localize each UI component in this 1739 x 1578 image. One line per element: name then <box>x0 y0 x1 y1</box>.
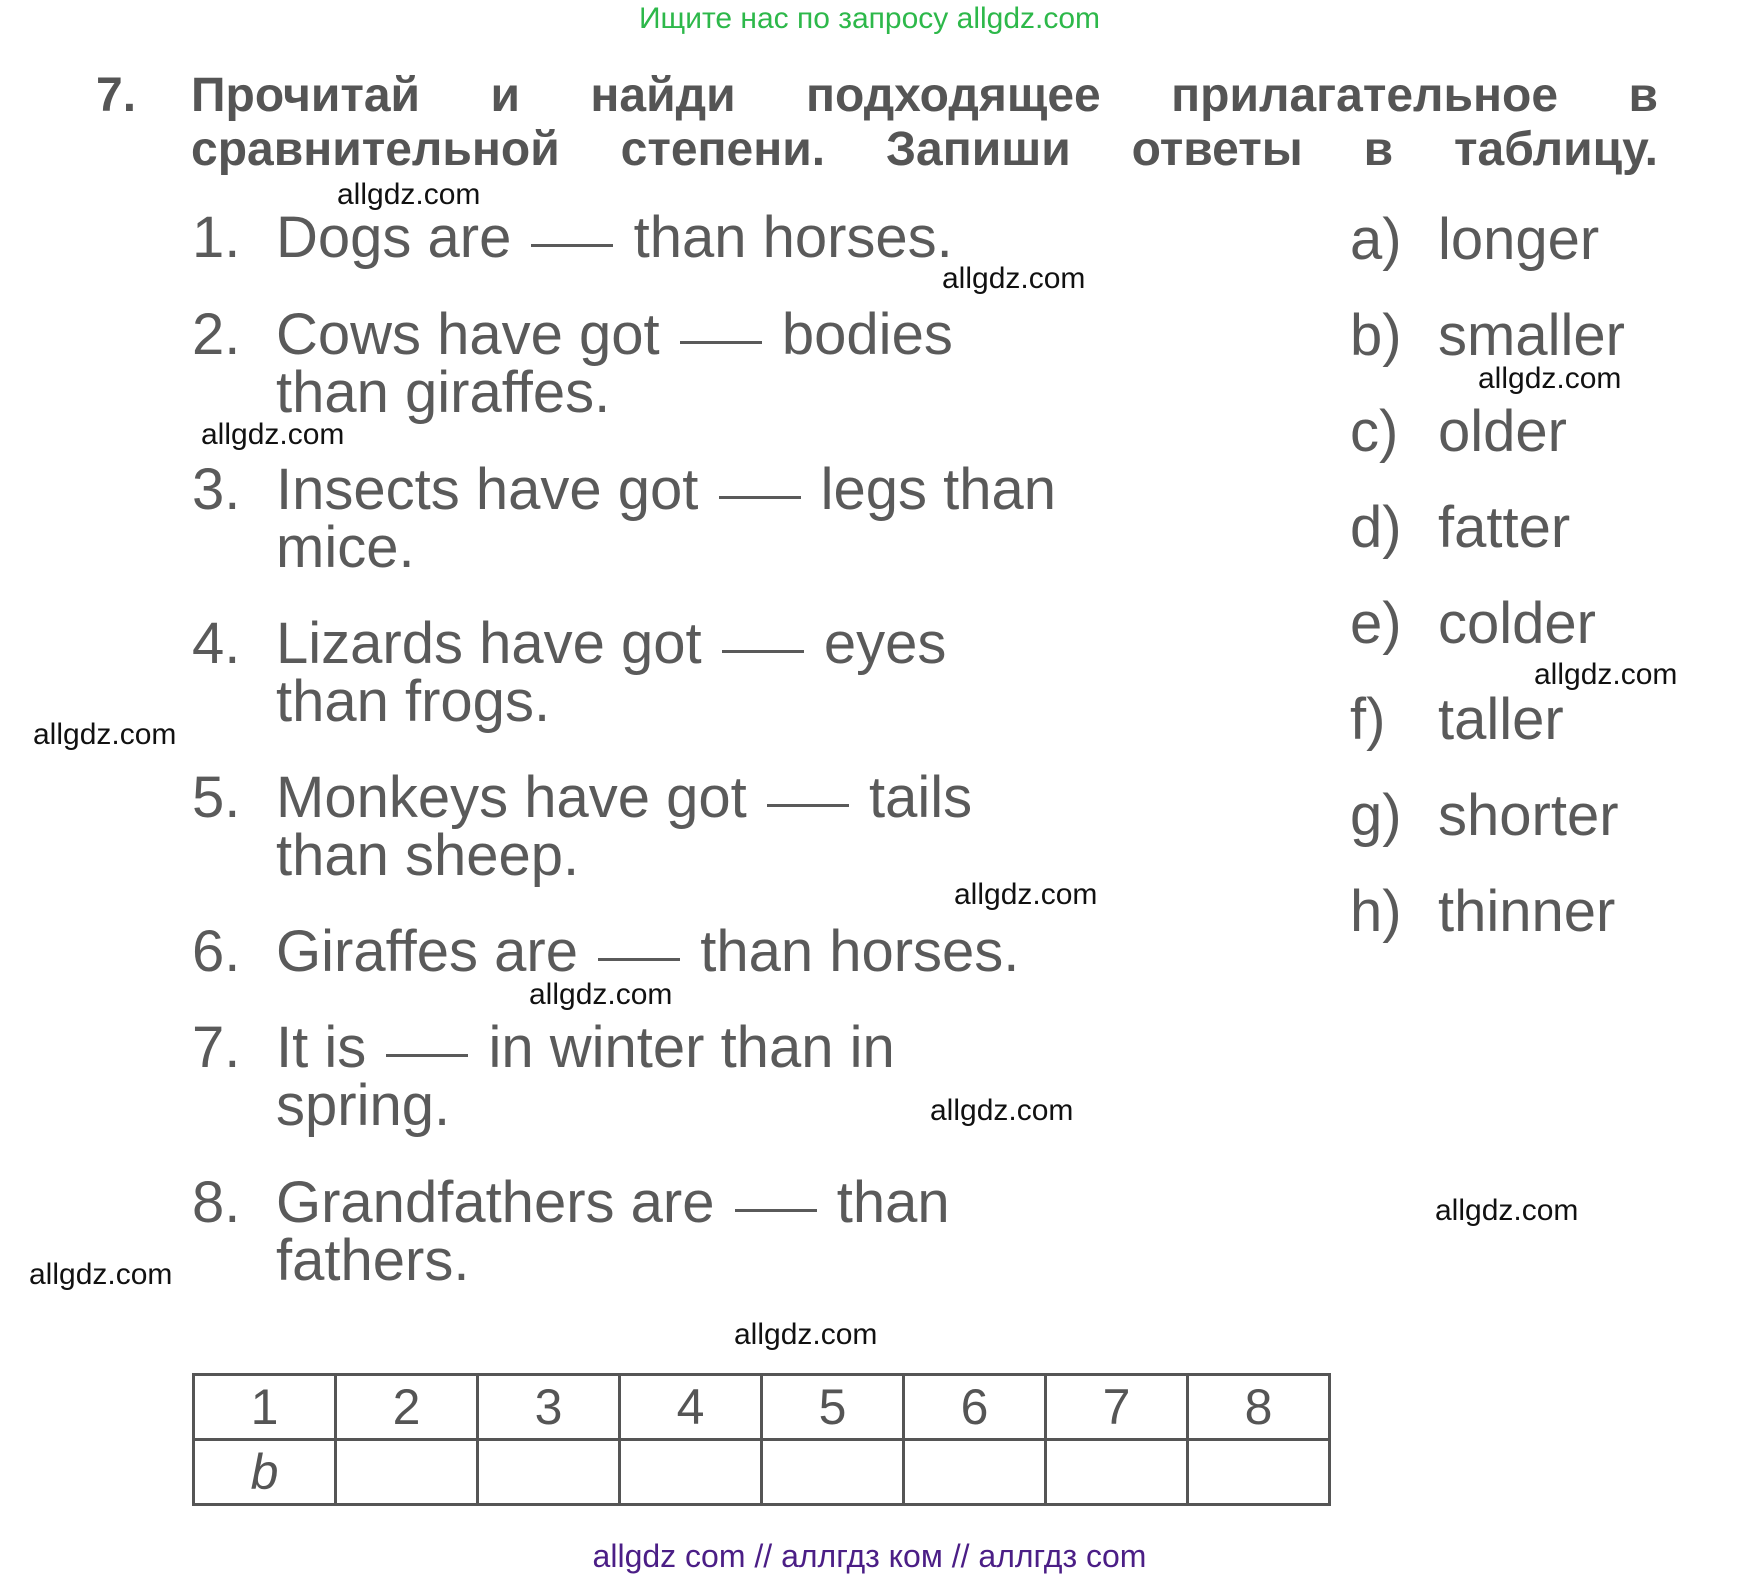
option-a <box>1350 206 1599 273</box>
option-letter: b) <box>1350 303 1402 368</box>
question-text: Grandfathers are than <box>276 1170 950 1235</box>
answer-table-header-cell: 8 <box>1188 1375 1330 1440</box>
watermark: allgdz.com <box>1534 658 1678 691</box>
question-number: 6. <box>192 919 241 984</box>
answer-cell[interactable] <box>904 1440 1046 1505</box>
task-number: 7. <box>96 69 137 122</box>
question-text-line-2: than frogs. <box>276 669 551 734</box>
answer-cell[interactable] <box>1046 1440 1188 1505</box>
question-text: Dogs are than horses. <box>276 205 953 270</box>
question-text: Giraffes are than horses. <box>276 919 1020 984</box>
question-number: 8. <box>192 1170 241 1235</box>
answer-cell[interactable] <box>762 1440 904 1505</box>
option-word: taller <box>1438 687 1564 752</box>
answer-table-header-row <box>194 1375 1330 1440</box>
option-word: fatter <box>1438 495 1571 560</box>
option-f <box>1350 686 1564 753</box>
question-text-line-2: mice. <box>276 515 415 580</box>
answer-blank <box>735 1209 817 1212</box>
answer-blank <box>598 958 680 961</box>
question-number: 3. <box>192 457 241 522</box>
question-text: Lizards have got eyes <box>276 611 947 676</box>
option-word: thinner <box>1438 879 1616 944</box>
option-word: colder <box>1438 591 1596 656</box>
option-word: older <box>1438 399 1567 464</box>
option-h <box>1350 878 1615 945</box>
option-letter: a) <box>1350 207 1402 272</box>
option-word: smaller <box>1438 303 1625 368</box>
question-text: Cows have got bodies <box>276 302 953 367</box>
watermark: allgdz.com <box>1435 1194 1579 1227</box>
question-text: It is in winter than in <box>276 1015 895 1080</box>
answer-blank <box>386 1054 468 1057</box>
watermark: allgdz.com <box>954 878 1098 911</box>
answer-cell[interactable]: b <box>194 1440 336 1505</box>
watermark: allgdz.com <box>529 978 673 1011</box>
question-text: Insects have got legs than <box>276 457 1057 522</box>
option-letter: d) <box>1350 495 1402 560</box>
answer-cell[interactable] <box>336 1440 478 1505</box>
question-text-line-2: spring. <box>276 1073 451 1138</box>
option-b <box>1350 302 1625 369</box>
watermark: allgdz.com <box>734 1318 878 1351</box>
answer-blank <box>722 650 804 653</box>
answer-table-header-cell: 6 <box>904 1375 1046 1440</box>
answer-table-header-cell: 4 <box>620 1375 762 1440</box>
answer-table-header-cell: 1 <box>194 1375 336 1440</box>
question-text-line-2: than giraffes. <box>276 360 611 425</box>
question-number: 7. <box>192 1015 241 1080</box>
option-d <box>1350 494 1570 561</box>
option-letter: e) <box>1350 591 1402 656</box>
option-e <box>1350 590 1596 657</box>
question-number: 4. <box>192 611 241 676</box>
answer-table-header-cell: 7 <box>1046 1375 1188 1440</box>
answer-table <box>192 1373 1331 1506</box>
question-number: 2. <box>192 302 241 367</box>
watermark: allgdz.com <box>930 1094 1074 1127</box>
answer-blank <box>680 341 762 344</box>
option-c <box>1350 398 1567 465</box>
footer-watermark: allgdz com // аллгдз ком // аллгдз com <box>592 1538 1147 1574</box>
task-instruction-line-1: Прочитай и найди подходящее прилагательное в <box>191 69 1658 122</box>
answer-cell[interactable] <box>1188 1440 1330 1505</box>
answer-blank <box>531 244 613 247</box>
option-letter: f) <box>1350 687 1386 752</box>
answer-cell[interactable] <box>478 1440 620 1505</box>
question-text-line-2: than sheep. <box>276 823 580 888</box>
option-g <box>1350 782 1619 849</box>
answer-blank <box>767 804 849 807</box>
question-number: 1. <box>192 205 241 270</box>
answer-blank <box>719 496 801 499</box>
option-letter: h) <box>1350 879 1402 944</box>
question-number: 5. <box>192 765 241 830</box>
watermark: allgdz.com <box>29 1258 173 1291</box>
option-letter: g) <box>1350 783 1402 848</box>
answer-table-answer-row <box>194 1440 1330 1505</box>
top-banner: Ищите нас по запросу allgdz.com <box>638 2 1101 35</box>
watermark: allgdz.com <box>33 718 177 751</box>
option-word: longer <box>1438 207 1600 272</box>
question-text: Monkeys have got tails <box>276 765 973 830</box>
answer-table-header-cell: 3 <box>478 1375 620 1440</box>
watermark: allgdz.com <box>942 262 1086 295</box>
answer-table-header-cell: 5 <box>762 1375 904 1440</box>
answer-cell[interactable] <box>620 1440 762 1505</box>
option-letter: c) <box>1350 399 1399 464</box>
answer-table-header-cell: 2 <box>336 1375 478 1440</box>
watermark: allgdz.com <box>201 418 345 451</box>
watermark: allgdz.com <box>1478 362 1622 395</box>
watermark: allgdz.com <box>337 178 481 211</box>
question-text-line-2: fathers. <box>276 1228 470 1293</box>
option-word: shorter <box>1438 783 1619 848</box>
task-instruction-line-2: сравнительной степени. Запиши ответы в таблицу. <box>191 123 1658 176</box>
